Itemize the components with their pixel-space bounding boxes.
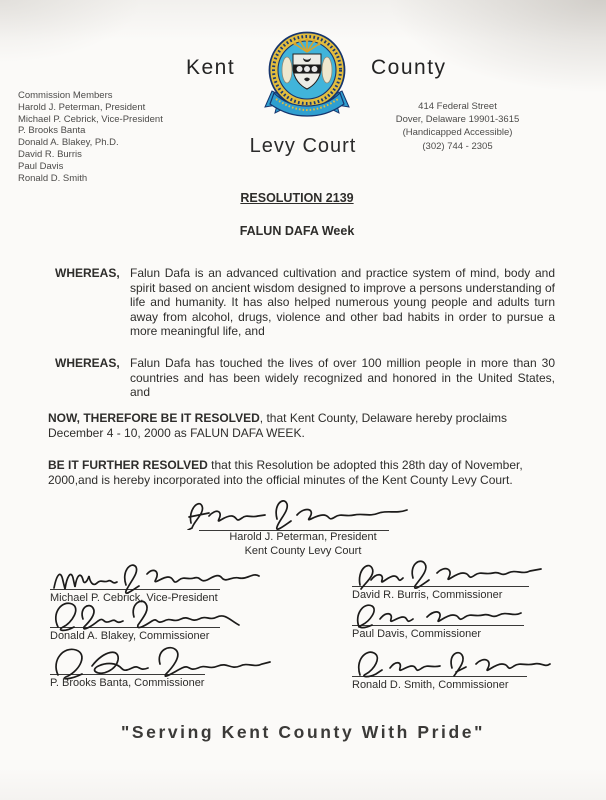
burris-signature-label: David R. Burris, Commissioner [352,589,503,601]
blakey-signature-label: Donald A. Blakey, Commissioner [50,630,210,642]
resolution-number: RESOLUTION 2139 [240,191,354,205]
smith-signature-label: Ronald D. Smith, Commissioner [352,679,509,691]
peterman-signature-labels [163,531,443,558]
county-seal-icon [261,27,353,121]
resolved-label: NOW, THEREFORE BE IT RESOLVED [48,411,260,425]
commission-member: Harold J. Peterman, President [18,101,146,113]
smith-signature-block [352,645,552,691]
department-title: Levy Court [249,135,357,157]
commission-member: Donald A. Blakey, Ph.D. [18,137,119,149]
commission-heading: Commission Members [18,90,113,101]
resolved-paragraph [48,411,560,440]
clause-label: WHEREAS, [55,266,120,280]
whereas-clause-1 [55,266,555,339]
clause-text: Falun Dafa has touched the lives of over 100 million people in more than 30 countries and has been widely recognized and honored in the United States, and [130,356,555,400]
commission-member: Paul Davis [18,160,64,172]
address-line: 414 Federal Street [418,101,497,112]
address-line: (Handicapped Accessible) [402,127,513,139]
further-resolved-paragraph [48,458,560,487]
brand-county: County [371,56,447,79]
further-resolved-text: that this Resolution be adopted this 28th day of November, 2000,and is hereby incorporated into the official minutes of the Kent County Levy Court. [48,458,523,487]
clause-label: WHEREAS, [55,356,120,370]
clause-text: Falun Dafa is an advanced cultivation and practice system of mind, body and spirit based on ancient wisdom designed to improve a persons understanding of life and humanity. It has also helped numerous young people and adults turn away from alcohol, drugs, violence and other bad habits in order to pursue a more meaningful life, and [130,266,555,339]
commission-member: Ronald D. Smith [18,172,88,184]
resolution-title: FALUN DAFA Week [239,224,355,238]
banta-signature-block [50,642,275,689]
brand-kent: Kent [186,56,236,79]
resolved-text: , that Kent County, Delaware hereby proclaims December 4 - 10, 2000 as FALUN DAFA WEEK. [48,411,508,440]
burris-signature-block [352,557,547,601]
footer-motto: "Serving Kent County With Pride" [120,722,486,742]
peterman-signature-block [185,497,425,531]
address-line: (302) 744 - 2305 [422,140,493,152]
address-line: Dover, Delaware 19901-3615 [395,114,520,126]
commission-member: Michael P. Cebrick, Vice-President [18,113,163,125]
commission-member: David R. Burris [18,148,82,160]
peterman-org-line: Kent County Levy Court [244,544,362,557]
peterman-signature-ink [185,497,415,530]
davis-signature-block [352,598,532,640]
blakey-signature-block [50,596,250,642]
whereas-clause-2 [55,356,555,400]
peterman-name-line: Harold J. Peterman, President [229,531,377,543]
banta-signature-label: P. Brooks Banta, Commissioner [50,677,205,689]
cebrick-signature-label: Michael P. Cebrick, Vice-President [50,592,218,604]
further-resolved-label: BE IT FURTHER RESOLVED [48,458,208,472]
davis-signature-label: Paul Davis, Commissioner [352,628,481,640]
commission-member: P. Brooks Banta [18,125,86,137]
